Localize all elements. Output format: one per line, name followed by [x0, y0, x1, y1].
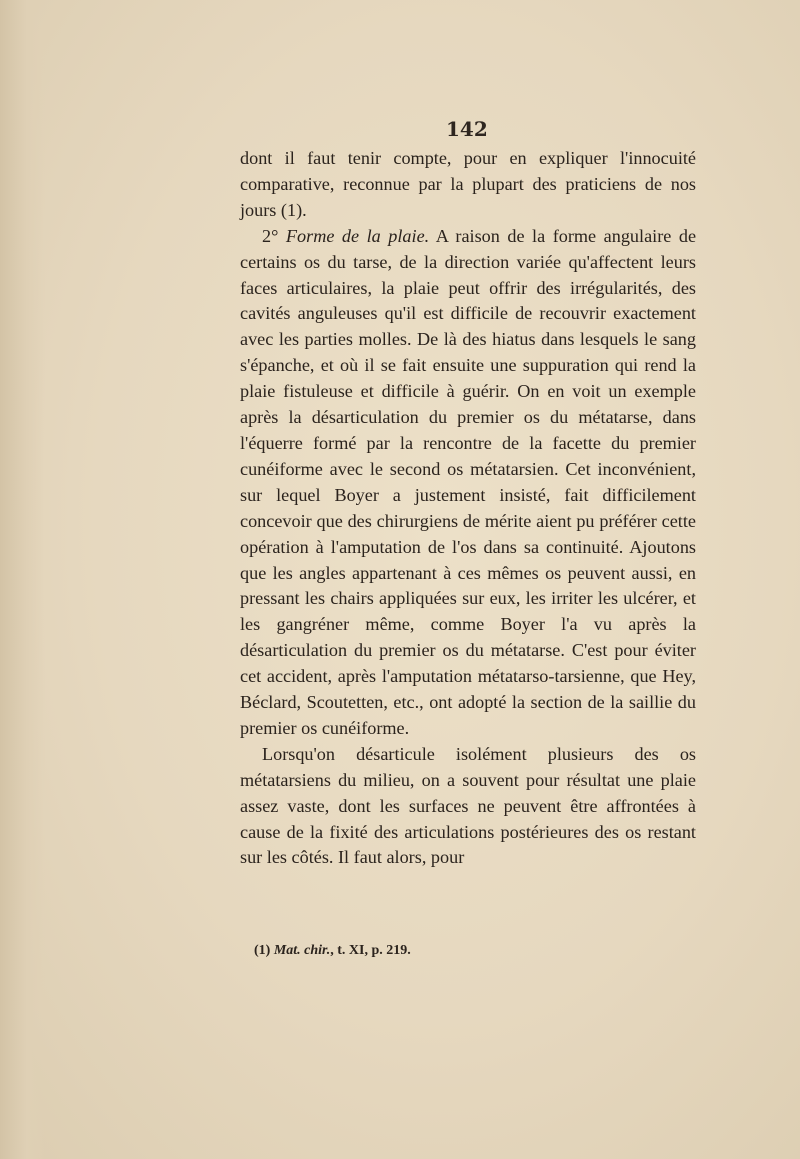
page-number: 142 — [446, 117, 488, 141]
paragraph-forme-de-la-plaie — [240, 224, 696, 742]
footnote-source: Mat. chir. — [273, 943, 331, 958]
footnote-reference: , t. XI, p. 219. — [330, 943, 411, 958]
paragraph-desarticulation: Lorsqu'on désarticule isolément plusieurs des os métatarsiens du milieu, on a souvent pour résultat une plaie assez vaste, dont les surfaces ne peuvent être affrontées à cause de la fixité des articulations postérieures des os restant sur les côtés. Il faut alors, pour — [240, 743, 696, 868]
section-body: A raison de la forme angulaire de certains os du tarse, de la direction variée qu'affectent leurs faces articulaires, la plaie peut offrir des irrégularités, des cavités anguleuses qu'il est difficile de recouvrir exactement avec les parties molles. De là des hiatus dans lesquels le sang s'épanche, et où il se fait ensuite une suppuration qui rend la plaie fistuleuse et difficile à guérir. On en voit un exemple après la désarticulation du premier os du métatarse, dans l'équerre formé par la rencontre de la facette du premier cunéiforme avec le second os métatarsien. Cet inconvénient, sur lequel Boyer a justement insisté, fait difficilement concevoir que des chirurgiens de mérite aient pu préférer cette opération à l'amputation de l'os dans sa continuité. Ajoutons que les angles appartenant à ces mêmes os peuvent aussi, en pressant les chairs appliquées sur eux, les irriter les ulcérer, et les gangréner même, comme Boyer l'a vu après la désarticulation du premier os du métatarse. C'est pour éviter cet accident, après l'amputation métatarso-tarsienne, que Hey, Béclard, Scoutetten, etc., ont adopté la section de la saillie du premier os cunéiforme. — [240, 225, 697, 738]
footnote — [254, 943, 411, 959]
main-text — [240, 146, 696, 871]
footnote-marker: (1) — [254, 943, 271, 958]
paragraph-continuation: dont il faut tenir compte, pour en expliquer l'innocuité comparative, reconnue par la plupart des praticiens de nos jours (1). — [240, 148, 696, 220]
page-gutter-shadow — [0, 0, 45, 1159]
section-title: Forme de la plaie. — [285, 225, 430, 246]
section-number: 2° — [262, 225, 279, 246]
